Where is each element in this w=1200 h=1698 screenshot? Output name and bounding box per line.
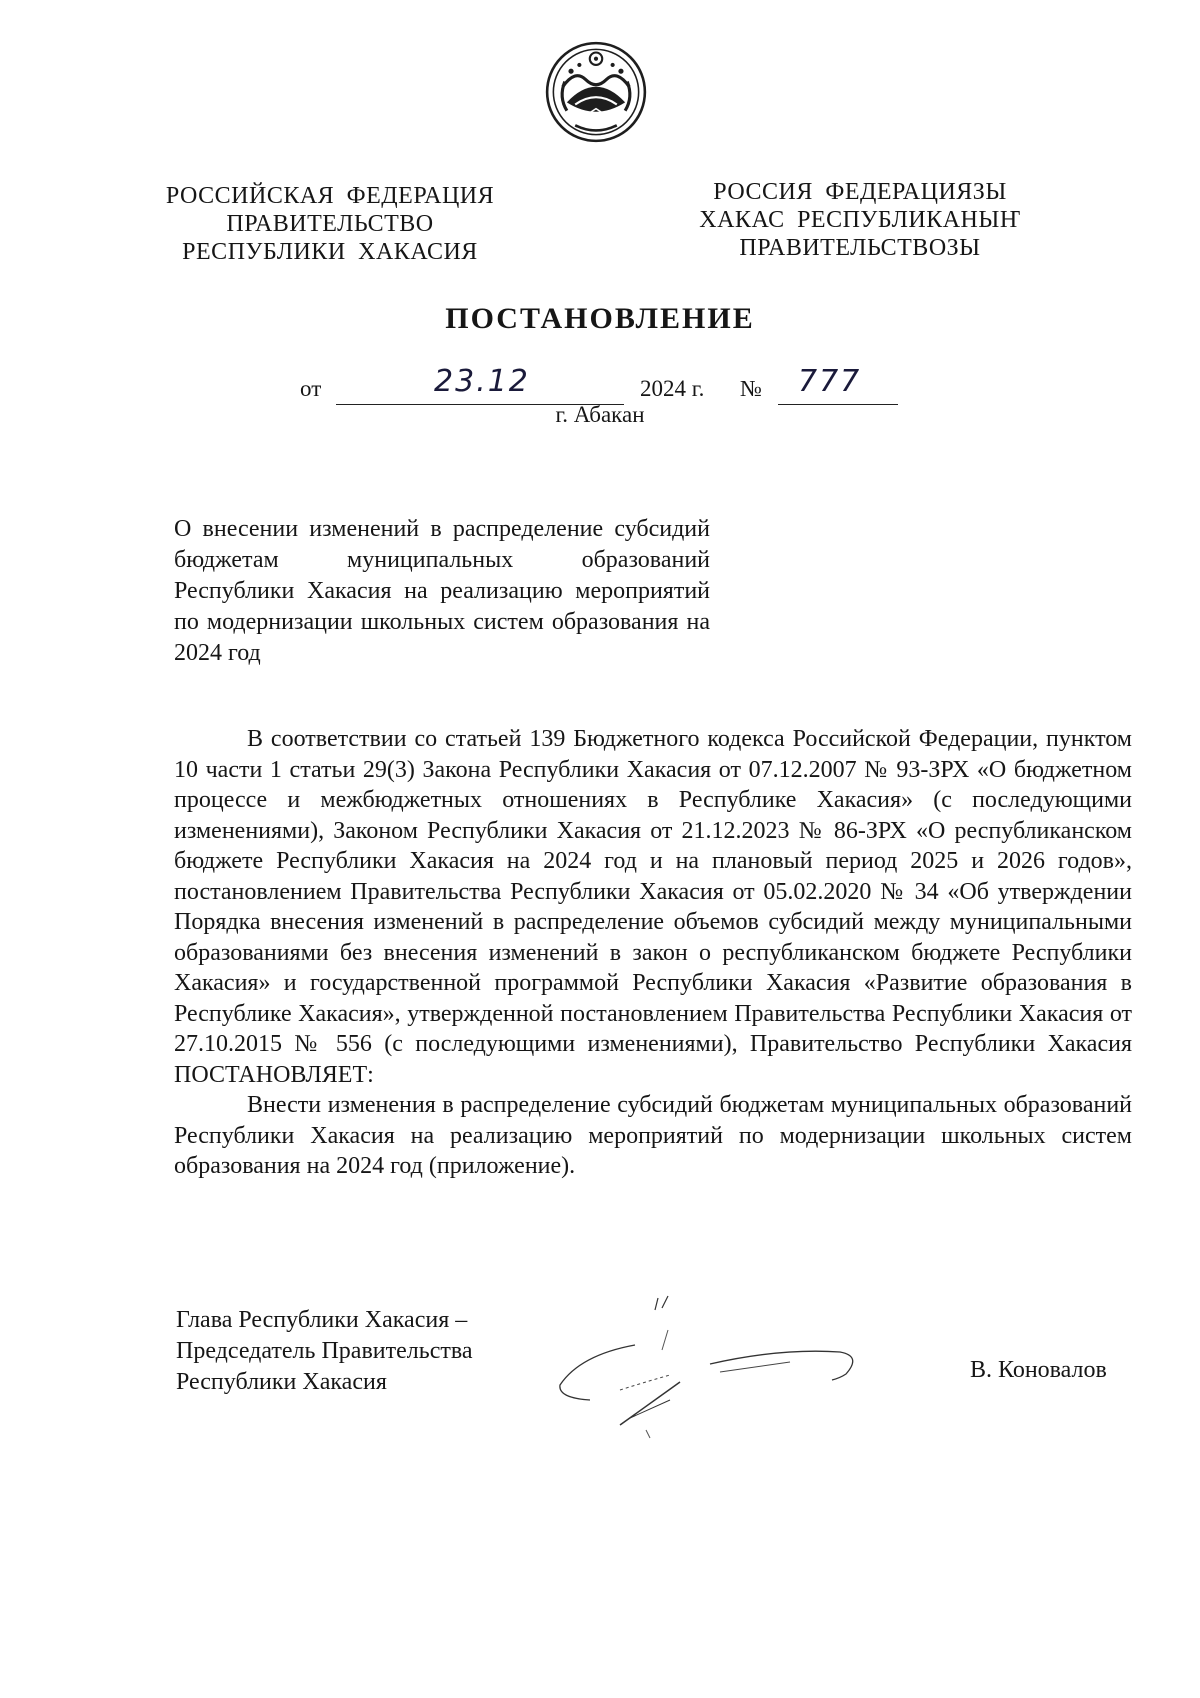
- body-paragraph-1: В соответствии со статьей 139 Бюджетного кодекса Российской Федерации, пунктом 10 части 1 статьи 29(3) Закона Республики Хакасия от 07.12.2007 № 93-ЗРХ «О бюджетном процессе и межбюджетных отношениях в Республике Хакасия» (с последующими изменениями), Законом Республики Хакасия от 21.12.2023 № 86-ЗРХ «О республиканском бюджете Республики Хакасия на 2024 год и на плановый период 2025 и 2026 годов», постановлением Правительства Республики Хакасия от 05.02.2020 № 34 «Об утверждении Порядка внесения изменений в распределение объемов субсидий между муниципальными образованиями без внесения изменений в закон о республиканском бюджете Республики Хакасия» и государственной программой Республики Хакасия «Развитие образования в Республике Хакасия», утвержденной постановлением Правительства Республики Хакасия от 27.10.2015 № 556 (с последующими изменениями), Правительство Республики Хакасия ПОСТАНОВЛЯЕТ:: [174, 726, 1132, 1088]
- number-sign: №: [740, 376, 762, 401]
- signatory-position: [176, 1305, 556, 1398]
- number-handwritten: 777: [798, 364, 862, 399]
- document-body: [174, 724, 1132, 1182]
- document-title: ПОСТАНОВЛЕНИЕ: [445, 302, 755, 335]
- header-left-line-2: ПРАВИТЕЛЬСТВО: [226, 211, 434, 237]
- header-right-line-1: РОССИЯ ФЕДЕРАЦИЯЗЫ: [713, 179, 1007, 205]
- header-left-line-1: РОССИЙСКАЯ ФЕДЕРАЦИЯ: [165, 183, 495, 209]
- header-right-line-2: ХАКАС РЕСПУБЛИКАНЫҤ: [699, 207, 1021, 233]
- signatory-position-line-2: Председатель Правительства: [176, 1338, 473, 1364]
- header-left-line-3: РЕСПУБЛИКИ ХАКАСИЯ: [182, 239, 478, 265]
- city: г. Абакан: [555, 402, 645, 427]
- header-right-line-3: ПРАВИТЕЛЬСТВОЗЫ: [739, 235, 981, 261]
- date-year: 2024 г.: [640, 376, 705, 401]
- header-left: [160, 182, 500, 266]
- signatory-position-line-1: Глава Республики Хакасия –: [176, 1307, 468, 1333]
- signatory-position-line-3: Республики Хакасия: [176, 1369, 387, 1395]
- signatory-name: В. Коновалов: [970, 1357, 1107, 1383]
- date-prefix: от: [300, 376, 322, 401]
- body-paragraph-2: Внести изменения в распределение субсидий бюджетам муниципальных образований Республики Хакасия на реализацию мероприятий по модернизации школьных систем образования на 2024 год (приложение).: [174, 1092, 1132, 1179]
- date-handwritten: 23.12: [434, 364, 530, 399]
- handwritten-signature: [550, 1290, 920, 1440]
- coat-of-arms-emblem: [544, 40, 648, 144]
- header-right: [680, 178, 1040, 262]
- document-subject: О внесении изменений в распределение субсидий бюджетам муниципальных образований Республики Хакасия на реализацию мероприятий по модернизации школьных систем образования на 2024 год: [174, 516, 710, 666]
